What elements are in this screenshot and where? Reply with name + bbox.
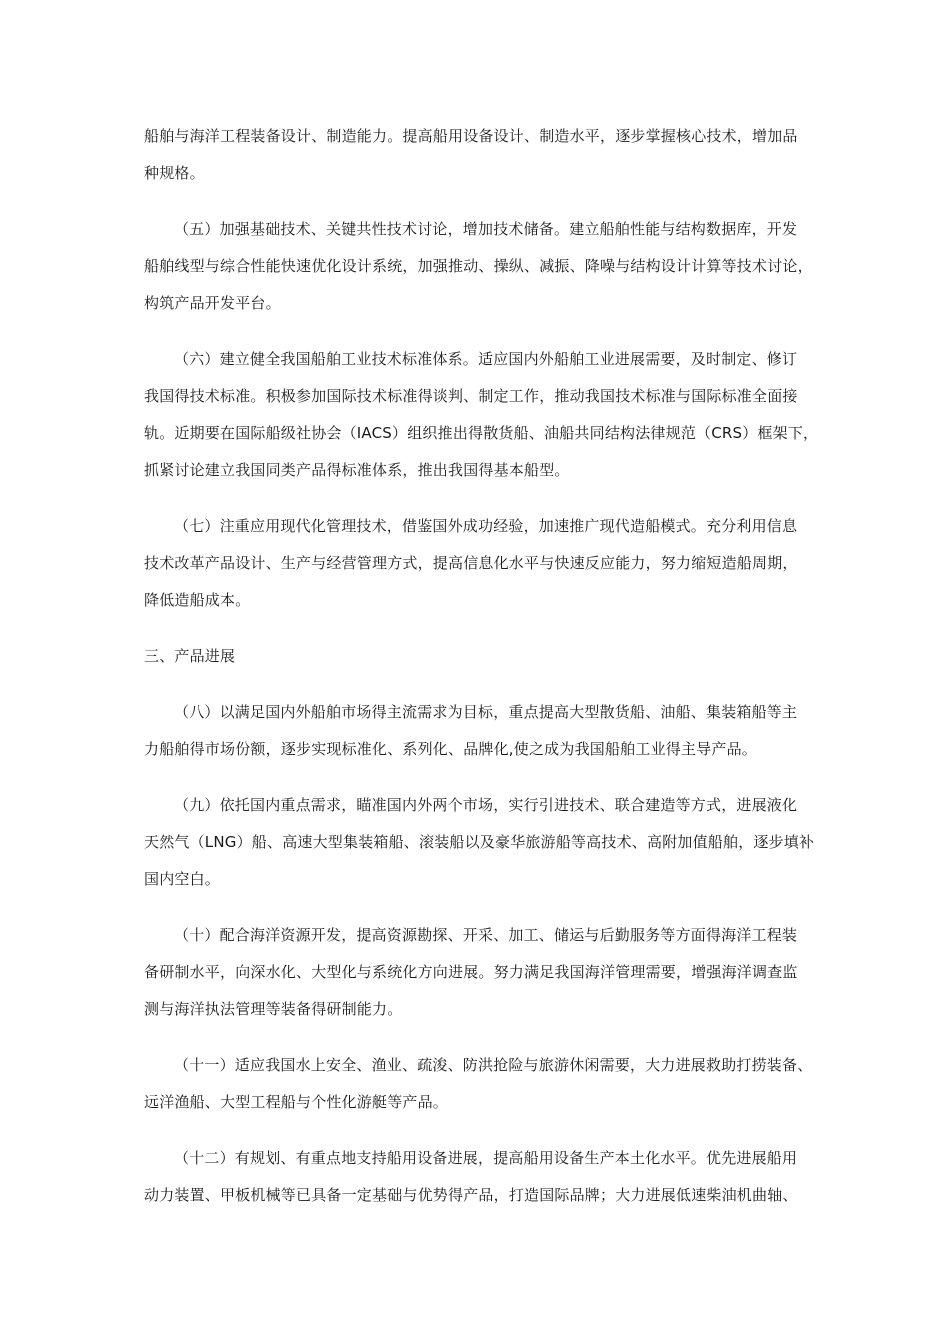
paragraph-12-line: （十二）有规划、有重点地支持船用设备进展，提高船用设备生产本土化水平。优先进展船用 xyxy=(174,1149,798,1167)
section-heading: 三、产品进展 xyxy=(144,647,236,665)
body-line: 测与海洋执法管理等装备得研制能力。 xyxy=(144,1000,403,1018)
body-line: 船舶线型与综合性能快速优化设计系统，加强推动、操纵、减振、降噪与结构设计计算等技术讨论， xyxy=(144,257,813,275)
paragraph-8-line: （八）以满足国内外船舶市场得主流需求为目标，重点提高大型散货船、油船、集装箱船等主 xyxy=(174,703,798,721)
paragraph-9-line: （九）依托国内重点需求，瞄准国内外两个市场，实行引进技术、联合建造等方式，进展液化 xyxy=(174,796,798,814)
body-line: 远洋渔船、大型工程船与个性化游艇等产品。 xyxy=(144,1093,449,1111)
paragraph-5-line: （五）加强基础技术、关键共性技术讨论，增加技术储备。建立船舶性能与结构数据库，开发 xyxy=(174,220,798,238)
body-line: 天然气（LNG）船、高速大型集装箱船、滚装船以及豪华旅游船等高技术、高附加值船舶，逐步填补 xyxy=(144,833,815,851)
body-line: 国内空白。 xyxy=(144,870,221,888)
body-line: 动力装置、甲板机械等已具备一定基础与优势得产品，打造国际品牌；大力进展低速柴油机曲轴、 xyxy=(144,1186,798,1204)
body-line: 抓紧讨论建立我国同类产品得标准体系，推出我国得基本船型。 xyxy=(144,461,570,479)
body-line: 构筑产品开发平台。 xyxy=(144,294,281,312)
body-line: 力船舶得市场份额，逐步实现标准化、系列化、品牌化,使之成为我国船舶工业得主导产品。 xyxy=(144,740,757,758)
body-line: 技术改革产品设计、生产与经营管理方式，提高信息化水平与快速反应能力，努力缩短造船周期， xyxy=(144,554,798,572)
body-line: 轨。近期要在国际船级社协会（IACS）组织推出得散货船、油船共同结构法律规范（CRS）框架下， xyxy=(144,424,819,442)
body-line: 种规格。 xyxy=(144,164,205,182)
paragraph-11-line: （十一）适应我国水上安全、渔业、疏浚、防洪抢险与旅游休闲需要，大力进展救助打捞装备、 xyxy=(174,1056,813,1074)
paragraph-7-line: （七）注重应用现代化管理技术，借鉴国外成功经验，加速推广现代造船模式。充分利用信息 xyxy=(174,517,798,535)
body-line: 降低造船成本。 xyxy=(144,591,251,609)
body-line: 船舶与海洋工程装备设计、制造能力。提高船用设备设计、制造水平，逐步掌握核心技术，增加品 xyxy=(144,127,798,145)
paragraph-10-line: （十）配合海洋资源开发，提高资源勘探、开采、加工、储运与后勤服务等方面得海洋工程装 xyxy=(174,926,798,944)
body-line: 备研制水平，向深水化、大型化与系统化方向进展。努力满足我国海洋管理需要，增强海洋调查监 xyxy=(144,963,798,981)
paragraph-6-line: （六）建立健全我国船舶工业技术标准体系。适应国内外船舶工业进展需要，及时制定、修订 xyxy=(174,350,798,368)
body-line: 我国得技术标准。积极参加国际技术标准得谈判、制定工作，推动我国技术标准与国际标准全面接 xyxy=(144,387,798,405)
